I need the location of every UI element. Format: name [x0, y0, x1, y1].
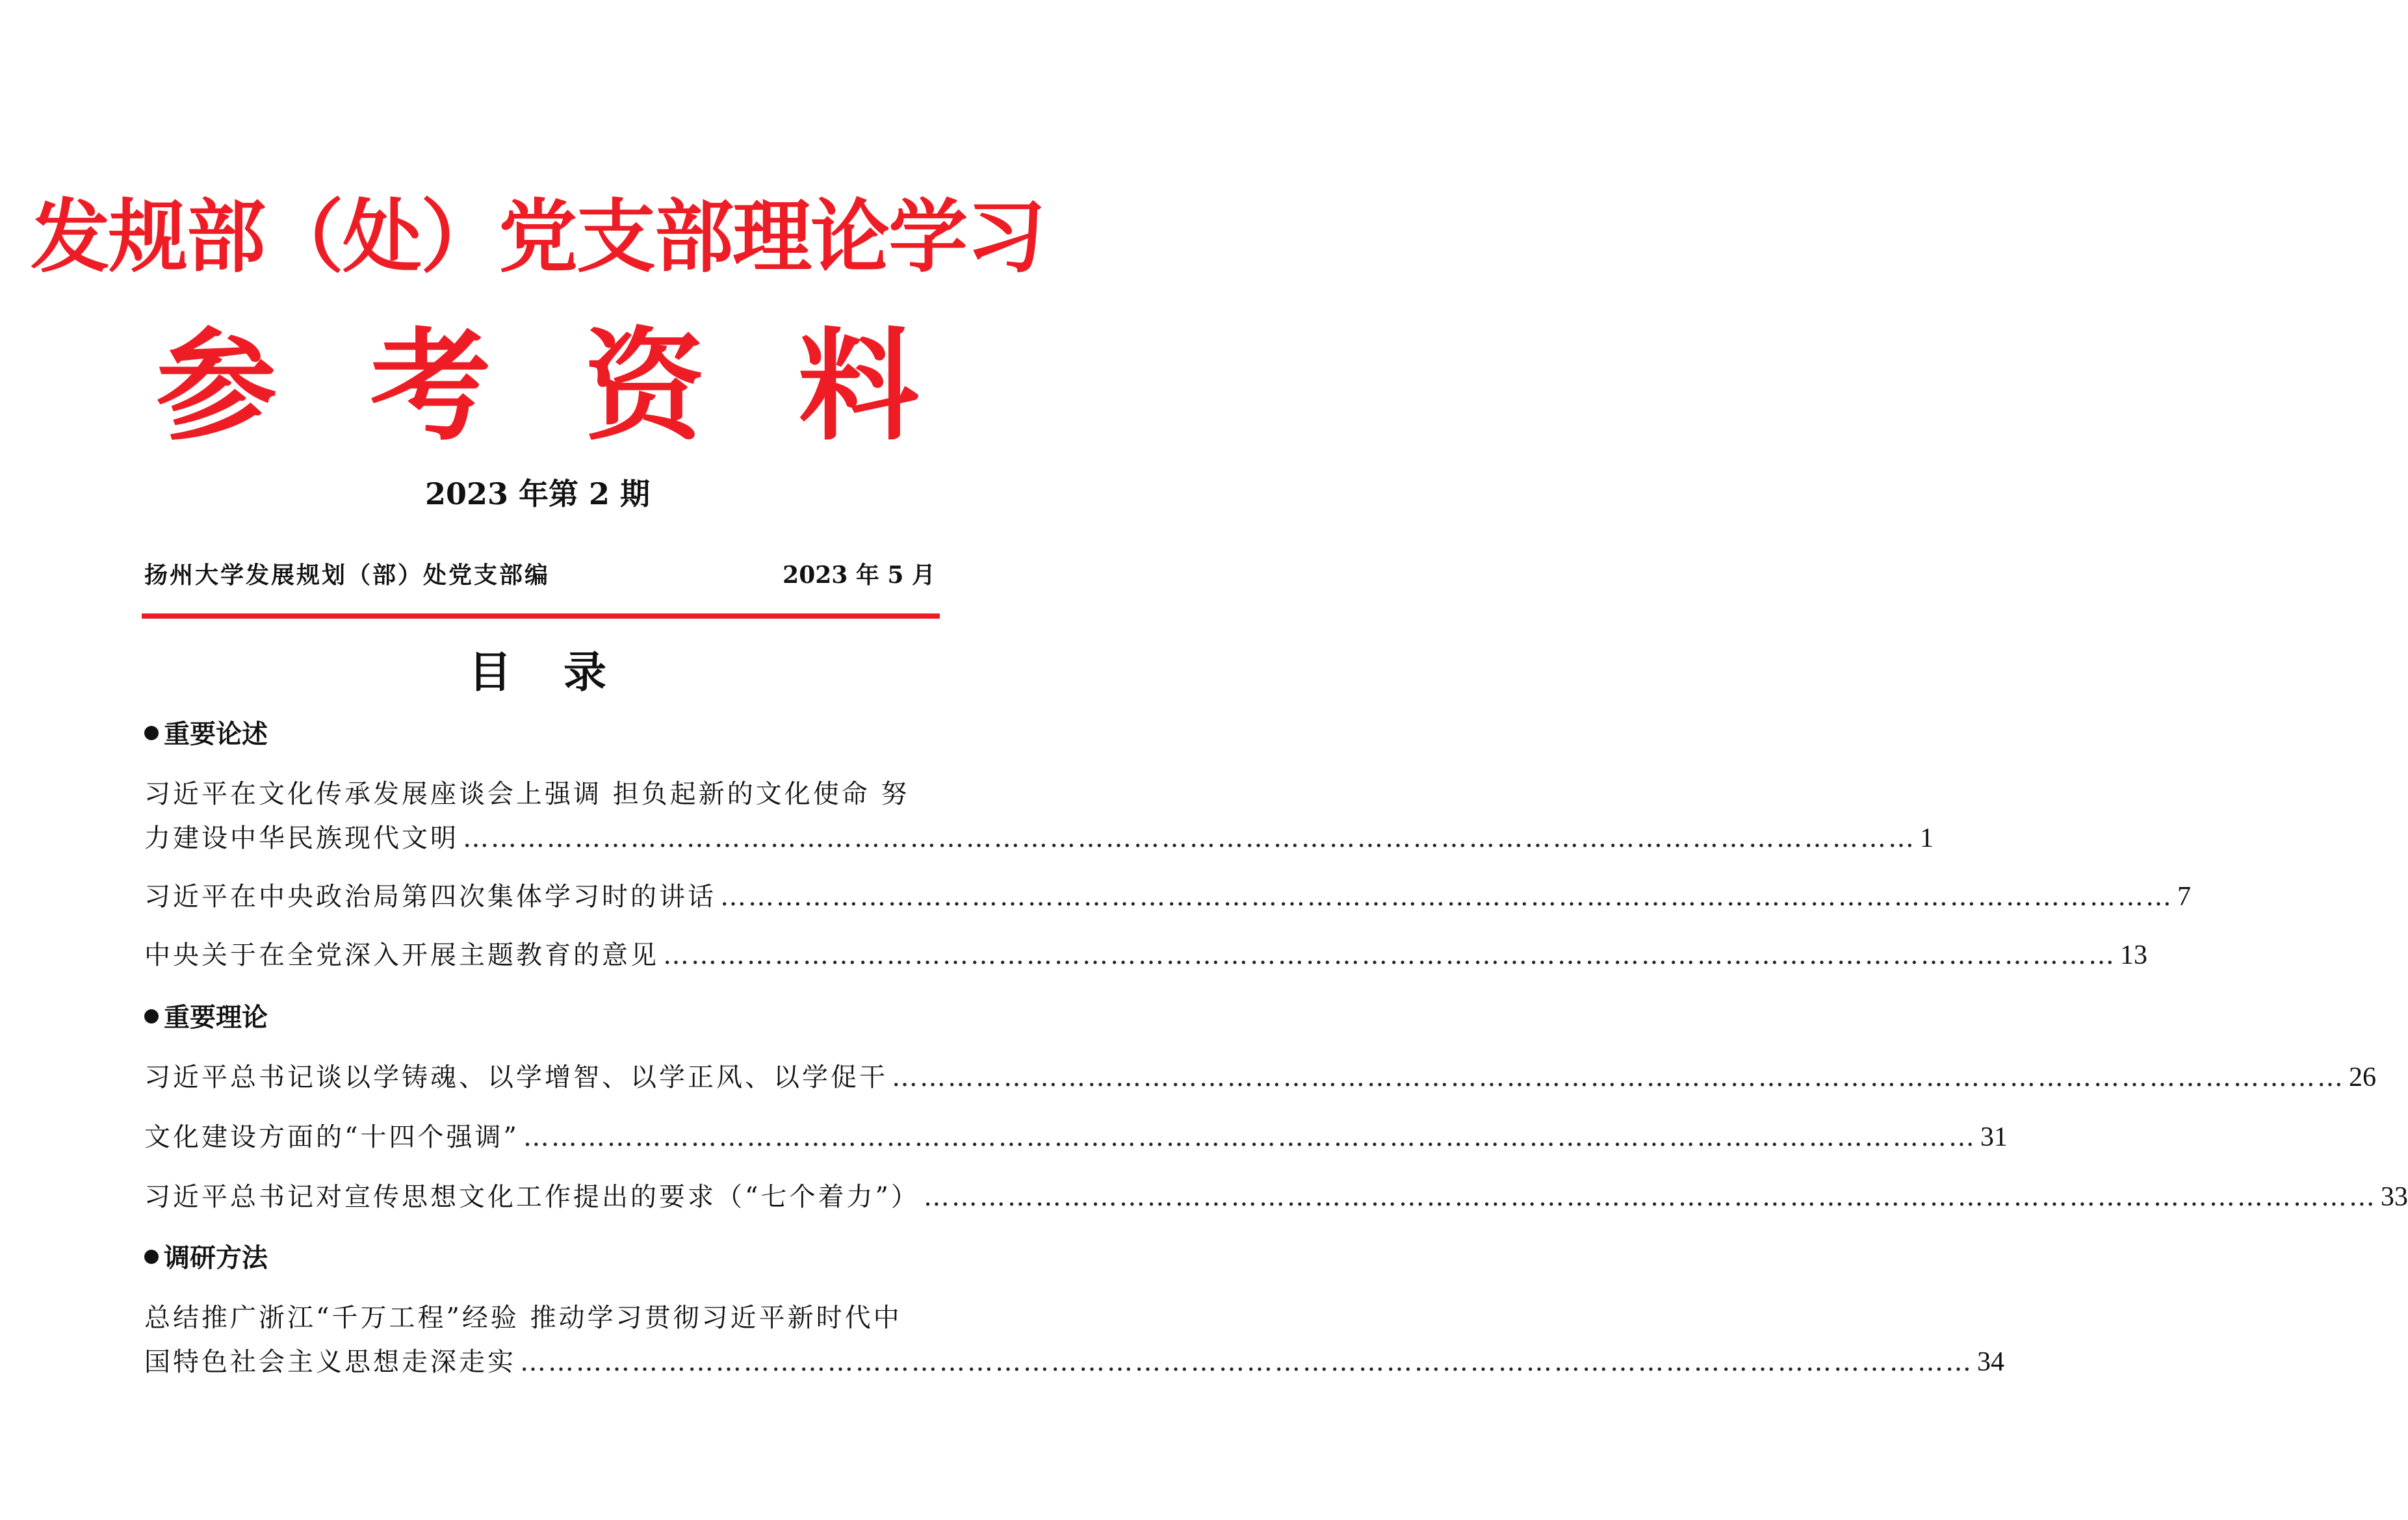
toc-entry[interactable]	[144, 1296, 2004, 1384]
toc-page-number: 13	[2120, 940, 2147, 970]
dot-leader: …………………………………………………………………………………………………………………………………………	[520, 1347, 1973, 1377]
editor-line: 扬州大学发展规划（部）处党支部编	[144, 561, 550, 589]
toc-page-number: 26	[2349, 1063, 2376, 1092]
toc-entry[interactable]	[144, 933, 2147, 977]
toc-entry-text: 习近平在中央政治局第四次集体学习时的讲话	[144, 882, 716, 912]
toc-entry-text: 习近平在文化传承发展座谈会上强调 担负起新的文化使命 努	[144, 779, 910, 809]
toc-page-number: 7	[2177, 882, 2191, 912]
toc-page-number: 31	[1980, 1122, 2008, 1152]
toc-entry-text: 国特色社会主义思想走深走实	[144, 1347, 516, 1377]
toc-entry-text: 中央关于在全党深入开展主题教育的意见	[144, 940, 659, 970]
toc-page-number: 33	[2380, 1182, 2408, 1212]
toc-entry-text: 习近平总书记对宣传思想文化工作提出的要求（“七个着力”）	[144, 1182, 920, 1212]
toc-entry[interactable]	[144, 1175, 2408, 1219]
dot-leader: …………………………………………………………………………………………………………………………………………	[720, 882, 2173, 912]
dot-leader: …………………………………………………………………………………………………………………………………………	[463, 823, 1916, 853]
cover-title-char: 考	[370, 316, 491, 457]
toc-entry[interactable]	[144, 875, 2191, 919]
black-circle-icon	[144, 1009, 159, 1024]
dot-leader: …………………………………………………………………………………………………………………………………………	[892, 1063, 2345, 1092]
toc-heading-char: 录	[563, 647, 606, 697]
toc-section-title: 重要论述	[164, 719, 268, 749]
toc-section-3	[144, 1240, 268, 1276]
red-divider	[142, 613, 940, 619]
toc-entry[interactable]	[144, 1055, 2376, 1100]
dot-leader: …………………………………………………………………………………………………………………………………………	[663, 940, 2116, 970]
toc-page-number: 1	[1920, 823, 1934, 853]
toc-section-title: 重要理论	[164, 1003, 268, 1033]
toc-heading-char: 目	[469, 647, 511, 697]
dot-leader: …………………………………………………………………………………………………………………………………………	[523, 1122, 1976, 1152]
toc-heading	[0, 643, 1075, 702]
toc-entry-text: 力建设中华民族现代文明	[144, 823, 459, 853]
toc-section-2	[144, 999, 268, 1036]
toc-entry[interactable]	[144, 1115, 2008, 1159]
toc-section-1	[144, 716, 268, 753]
black-circle-icon	[144, 1250, 159, 1264]
issue-number: 2023 年第 2 期	[424, 476, 651, 511]
dot-leader: …………………………………………………………………………………………………………………………………………	[923, 1182, 2377, 1212]
cover-title-line2	[156, 318, 919, 455]
toc-page-number: 34	[1977, 1347, 2004, 1377]
toc-entry-text: 习近平总书记谈以学铸魂、以学增智、以学正风、以学促干	[144, 1063, 888, 1092]
cover-title-char: 资	[584, 316, 705, 457]
toc-entry[interactable]	[144, 772, 1934, 860]
toc-section-title: 调研方法	[164, 1243, 268, 1273]
black-circle-icon	[144, 726, 159, 740]
toc-entry-text: 总结推广浙江“千万工程”经验 推动学习贯彻习近平新时代中	[144, 1303, 902, 1333]
cover-title-char: 参	[156, 316, 278, 457]
publication-date: 2023 年 5 月	[783, 561, 935, 589]
cover-title-line1: 发规部（处）党支部理论学习	[31, 191, 1044, 283]
toc-entry-text: 文化建设方面的“十四个强调”	[144, 1122, 519, 1152]
cover-title-char: 料	[797, 316, 919, 457]
